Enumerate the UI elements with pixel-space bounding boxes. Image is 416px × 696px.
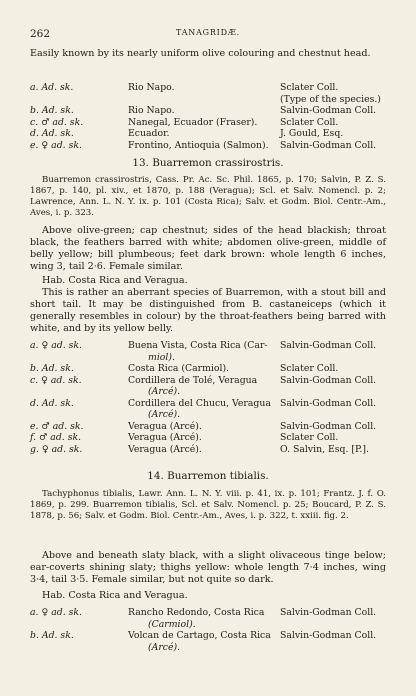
- species-heading-14: 14. Buarremon tibialis.: [147, 470, 269, 482]
- specimen-locality: Cordillera de Tolé, Veragua: [128, 374, 258, 386]
- table-row: [30, 105, 386, 117]
- specimen-source: Salvin-Godman Coll.: [280, 397, 377, 409]
- table-row: [30, 398, 386, 421]
- specimen-label: d. Ad. sk.: [30, 397, 74, 409]
- species-heading-13: 13. Buarremon crassirostris.: [132, 157, 284, 169]
- specimen-locality: Costa Rica (Carmiol).: [128, 363, 230, 374]
- specimen-locality-cont: (Carmiol).: [148, 618, 196, 630]
- specimen-locality: Ecuador.: [128, 128, 170, 139]
- specimen-locality: [128, 94, 278, 106]
- specimen-locality-cont: (Arcé).: [148, 386, 181, 397]
- specimen-label: a. ♀ ad. sk.: [30, 340, 82, 351]
- description-13: Above olive-green; cap chestnut; sides of the head blackish; throat black, the feathers barred with white; abdomen olive-green, middle of belly yellow; bill plumbeous; feet dark brown: whole length 6 inches, wing 3, tail 2·6. Female similar.: [30, 225, 386, 272]
- specimen-label: d. Ad. sk.: [30, 128, 74, 139]
- table-row: [30, 117, 386, 129]
- specimen-label: b. Ad. sk.: [30, 630, 74, 641]
- specimen-source: Salvin-Godman Coll.: [280, 139, 377, 151]
- table-row: [30, 363, 386, 375]
- intro-paragraph: Easily known by its nearly uniform olive colouring and chestnut head.: [30, 48, 371, 59]
- synonymy-14: Tachyphonus tibialis, Lawr. Ann. L. N. Y. viii. p. 41, ix. p. 101; Frantz. J. f. O. 1869, p. 299. Buarremon tibialis, Scl. et Salv. Nomencl. p. 25; Boucard, P. Z. S. 1878, p. 56; Salv. et Godm. Biol. Centr.-Am., Aves, i. p. 322, t. xxiii. fig. 2.: [30, 489, 386, 521]
- table-row: [30, 340, 386, 363]
- specimen-table-13: [30, 340, 386, 455]
- specimen-table-14: [30, 607, 386, 653]
- specimen-locality: Buena Vista, Costa Rica (Car-: [128, 340, 268, 351]
- specimen-locality-cont: miol).: [148, 351, 175, 363]
- table-row: [30, 630, 386, 653]
- specimen-label: f. ♂ ad. sk.: [30, 432, 82, 443]
- specimen-table-1: [30, 82, 386, 151]
- habitat-14: Hab. Costa Rica and Veragua.: [42, 590, 188, 601]
- specimen-source: Salvin-Godman Coll.: [280, 340, 377, 351]
- specimen-locality: Frontino, Antioquia (Salmon).: [128, 139, 269, 151]
- running-title: TANAGRIDÆ.: [176, 28, 240, 37]
- specimen-locality: Rio Napo.: [128, 82, 175, 93]
- habitat-13: Hab. Costa Rica and Veragua.: [42, 275, 188, 286]
- specimen-source: Sclater Coll.: [280, 82, 339, 93]
- specimen-label: c. ♀ ad. sk.: [30, 374, 82, 386]
- specimen-source: Sclater Coll.: [280, 363, 339, 374]
- synonymy-13: Buarremon crassirostris, Cass. Pr. Ac. Sc. Phil. 1865, p. 170; Salvin, P. Z. S. 1867, p. 140, pl. xiv., et 1870, p. 188 (Veragua); Scl. et Salv. Nomencl. p. 2; Lawrence, Ann. L. N. Y. ix. p. 101 (Costa Rica); Salv. et Godm. Biol. Centr.-Am., Aves, i. p. 323.: [30, 175, 386, 218]
- specimen-source: Salvin-Godman Coll.: [280, 607, 377, 618]
- specimen-locality: Rio Napo.: [128, 105, 175, 116]
- table-row: [30, 94, 386, 106]
- specimen-locality: Rancho Redondo, Costa Rica: [128, 607, 265, 618]
- specimen-label: b. Ad. sk.: [30, 363, 74, 374]
- specimen-label: e. ♂ ad. sk.: [30, 420, 84, 432]
- specimen-source: Salvin-Godman Coll.: [280, 420, 377, 432]
- specimen-source: O. Salvin, Esq. [P.].: [280, 443, 369, 455]
- table-row: [30, 140, 386, 152]
- specimen-locality: Veragua (Arcé).: [128, 443, 202, 455]
- specimen-locality: Veragua (Arcé).: [128, 432, 202, 443]
- description-14: Above and beneath slaty black, with a slight olivaceous tinge below; ear-coverts shining slaty; thighs yellow: whole length 7·4 inches, wing 3·4, tail 3·5. Female similar, but not quite so dark.: [30, 550, 386, 585]
- table-row: [30, 421, 386, 433]
- specimen-source: Sclater Coll.: [280, 432, 339, 443]
- specimen-label: c. ♂ ad. sk.: [30, 116, 84, 128]
- specimen-source: Sclater Coll.: [280, 116, 339, 128]
- specimen-locality: Volcan de Cartago, Costa Rica: [128, 630, 271, 641]
- table-row: [30, 607, 386, 630]
- table-row: [30, 432, 386, 444]
- specimen-locality-cont: (Arcé).: [148, 641, 181, 653]
- specimen-source: (Type of the species.): [280, 93, 381, 105]
- remarks-13: This is rather an aberrant species of Buarremon, with a stout bill and short tail. It may be distinguished from B. castaneiceps (which it generally resembles in colour) by the throat-feathers being barred with white, and by its yellow belly.: [30, 287, 386, 334]
- page-number: 262: [30, 28, 51, 40]
- specimen-label: a. Ad. sk.: [30, 82, 74, 93]
- specimen-label: g. ♀ ad. sk.: [30, 443, 83, 455]
- specimen-locality: Veragua (Arcé).: [128, 420, 202, 432]
- specimen-source: J. Gould, Esq.: [280, 128, 344, 139]
- specimen-source: Salvin-Godman Coll.: [280, 374, 377, 386]
- table-row: [30, 444, 386, 456]
- specimen-label: e. ♀ ad. sk.: [30, 139, 82, 151]
- table-row: [30, 82, 386, 94]
- specimen-locality-cont: (Arcé).: [148, 409, 181, 420]
- table-row: [30, 375, 386, 398]
- specimen-source: Salvin-Godman Coll.: [280, 630, 377, 641]
- page-header: [30, 28, 386, 42]
- specimen-label: b. Ad. sk.: [30, 105, 74, 116]
- specimen-label: a. ♀ ad. sk.: [30, 607, 82, 618]
- table-row: [30, 128, 386, 140]
- specimen-locality: Nanegal, Ecuador (Fraser).: [128, 116, 258, 128]
- specimen-locality: Cordillera del Chucu, Veragua: [128, 397, 271, 409]
- specimen-source: Salvin-Godman Coll.: [280, 105, 377, 116]
